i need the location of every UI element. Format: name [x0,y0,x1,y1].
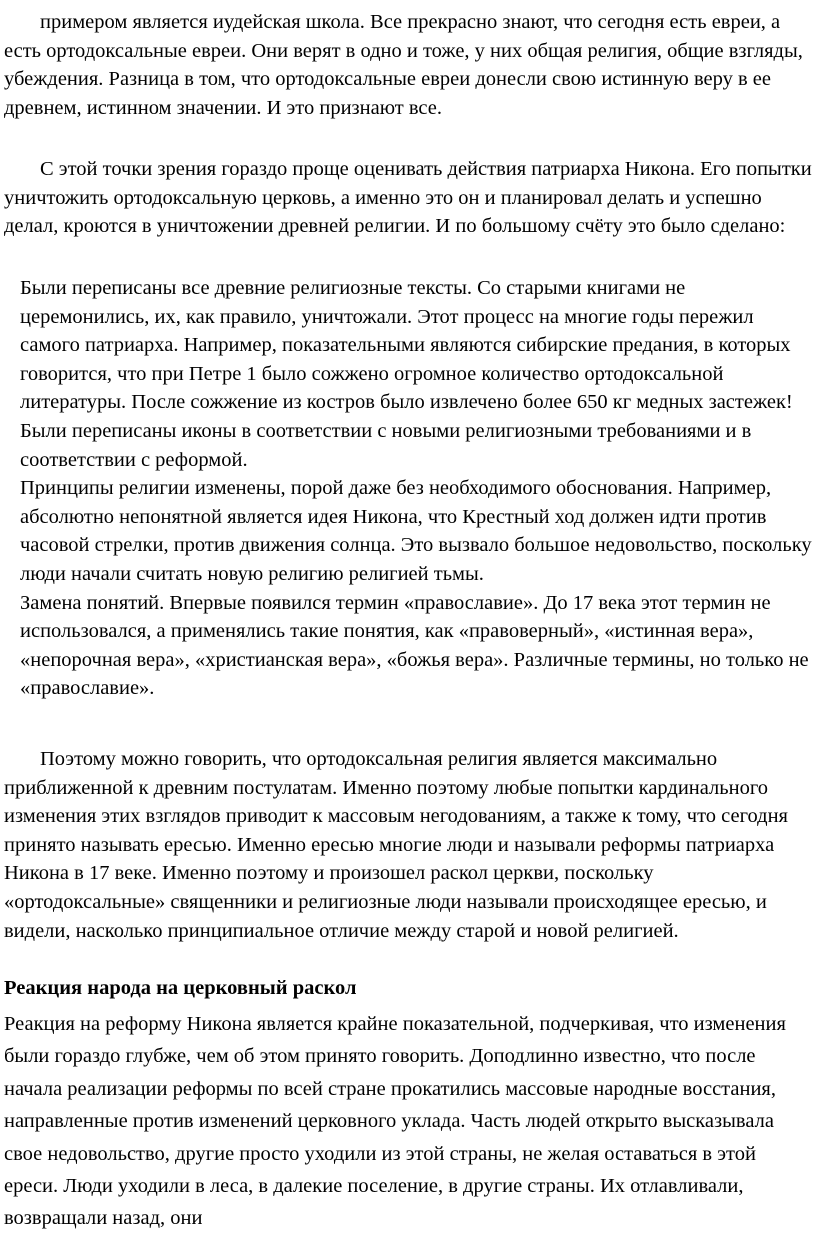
list-item: Были переписаны иконы в соответствии с новыми религиозными требованиями и в соответствии с реформой. [20,419,752,471]
list-item: Принципы религии изменены, порой даже без необходимого обоснования. Например, абсолютно непонятной является идея Никона, что Крестный ход должен идти против часовой стрелки, против движения солнца. Это вызвало большое недовольство, поскольку люди начали считать новую религию религией тьмы. [20,477,812,585]
paragraph-4: Реакция на реформу Никона является крайне показательной, подчеркивая, что изменения были гораздо глубже, чем об этом принято говорить. Доподлинно известно, что после начала реализации реформы по всей стране прокатились массовые народные восстания, направленные против изменений церковного уклада. Часть людей открыто высказывала свое недовольство, другие просто уходили из этой страны, не желая оставаться в этой ереси. Люди уходили в леса, в далекие поселение, в другие страны. Их отлавливали, возвращали назад, они [4,1013,786,1230]
section-heading: Реакция народа на церковный раскол [4,977,357,999]
paragraph-3: Поэтому можно говорить, что ортодоксальная религия является максимально приближенной к древним постулатам. Именно поэтому любые попытки кардинального изменения этих взглядов приводит к массовым негодованиям, а также к тому, что сегодня принято называть ересью. Именно ересью многие люди и называли реформы патриарха Никона в 17 веке. Именно поэтому и произошел раскол церкви, поскольку «ортодоксальные» священники и религиозные люди называли происходящее ересью, и видели, насколько принципиальное отличие между старой и новой религией. [4,748,788,942]
list-item: Были переписаны все древние религиозные тексты. Со старыми книгами не церемонились, их, как правило, уничтожали. Этот процесс на многие годы пережил самого патриарха. Например, показательными являются сибирские предания, в которых говорится, что при Петре 1 было сожжено огромное количество ортодоксальной литературы. После сожжение из костров было извлечено более 650 кг медных застежек! [20,277,793,414]
reform-list [0,274,816,703]
list-item: Замена понятий. Впервые появился термин «православие». До 17 века этот термин не использовался, а применялись такие понятия, как «правоверный», «истинная вера», «непорочная вера», «христианская вера», «божья вера». Различные термины, но только не «православие». [20,591,809,700]
paragraph-1: примером является иудейская школа. Все прекрасно знают, что сегодня есть евреи, а есть ортодоксальные евреи. Они верят в одно и тоже, у них общая религия, общие взгляды, убеждения. Разница в том, что ортодоксальные евреи донесли свою истинную веру в ее древнем, истинном значении. И это признают все. [4,11,803,119]
paragraph-2: С этой точки зрения гораздо проще оценивать действия патриарха Никона. Его попытки уничтожить ортодоксальную церковь, а именно это он и планировал делать и успешно делал, кроются в уничтожении древней религии. И по большому счёту это было сделано: [4,158,812,238]
